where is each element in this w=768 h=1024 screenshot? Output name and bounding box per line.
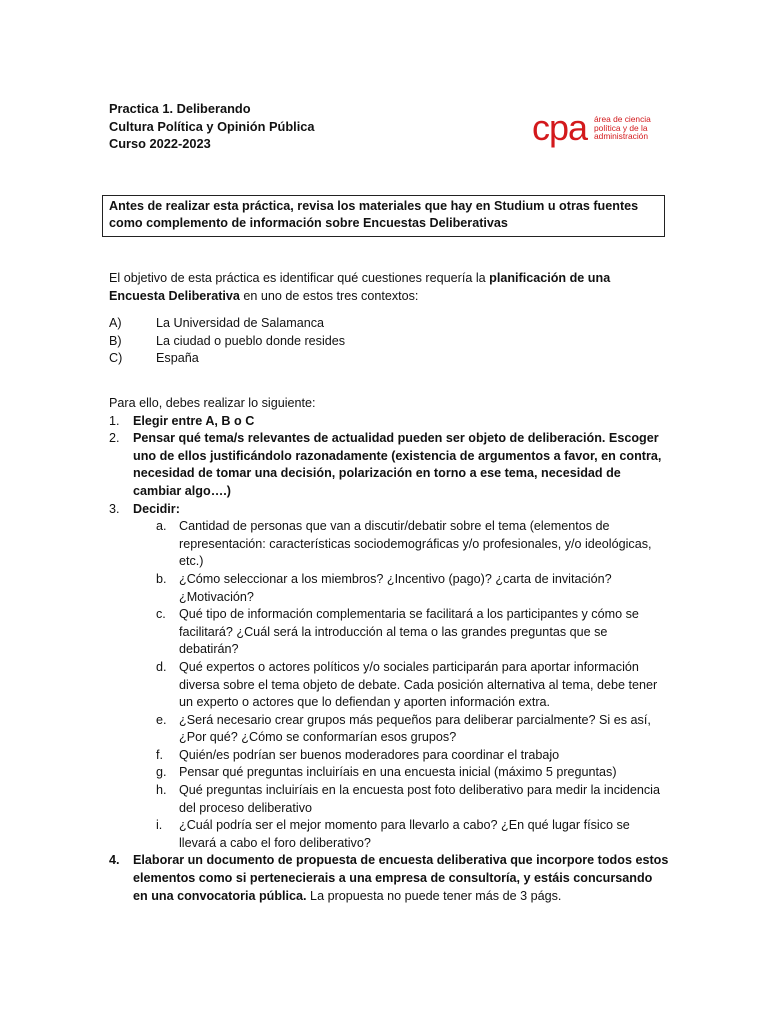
- sub-label: b.: [156, 571, 167, 586]
- sub-item: [156, 712, 669, 747]
- intro-text-end: en uno de estos tres contextos:: [239, 288, 419, 303]
- sub-text: Quién/es podrían ser buenos moderadores para coordinar el trabajo: [179, 747, 560, 762]
- logo-subtitle: [594, 115, 684, 141]
- sub-label: g.: [156, 765, 167, 780]
- sub-text: Qué preguntas incluiríais en la encuesta post foto deliberativo para medir la incidencia del proceso deliberativo: [179, 783, 660, 815]
- option-label: A): [109, 316, 122, 330]
- sub-label: h.: [156, 783, 167, 798]
- step-text-end: La propuesta no puede tener más de 3 págs.: [306, 888, 562, 903]
- steps-intro: Para ello, debes realizar lo siguiente:: [109, 396, 316, 410]
- sub-item: [156, 571, 669, 606]
- step-number: 2.: [109, 431, 120, 446]
- logo-subtitle-line: administración: [594, 131, 648, 142]
- sub-label: a.: [156, 519, 167, 534]
- sub-text: Qué tipo de información complementaria se facilitará a los participantes y cómo se facilitará? ¿Cuál será la introducción al tema o las grandes preguntas que se debatirán?: [179, 607, 639, 657]
- step-emphasis: Elaborar un documento de propuesta de encuesta deliberativa que incorpore todos estos elementos como si pertenecierais a una empresa de consultoría, y estáis concursando en una convocatoria pública.: [133, 853, 669, 903]
- option-item: [109, 315, 669, 333]
- sub-item: [156, 606, 669, 659]
- sub-label: c.: [156, 607, 166, 622]
- intro-text: El objetivo de esta práctica es identificar qué cuestiones requería la: [109, 271, 490, 285]
- step-item: [109, 413, 669, 431]
- option-text: España: [156, 351, 199, 366]
- logo-mark: cpa: [532, 107, 588, 148]
- step-number: 3.: [109, 501, 120, 516]
- sub-item: [156, 782, 669, 817]
- step-text: Decidir:: [133, 501, 180, 516]
- sub-item: [156, 518, 669, 571]
- academic-year: Curso 2022-2023: [109, 136, 211, 151]
- sub-text: ¿Será necesario crear grupos más pequeños para deliberar parcialmente? Si es así, ¿Por qué? ¿Cómo se conformarían esos grupos?: [179, 712, 651, 745]
- step-text: [133, 852, 669, 905]
- practice-title: Practica 1. Deliberando: [109, 101, 251, 116]
- option-label: C): [109, 351, 123, 366]
- sub-item: [156, 747, 669, 765]
- notice-box: Antes de realizar esta práctica, revisa los materiales que hay en Studium u otras fuentes como complemento de información sobre Encuestas Deliberativas: [102, 195, 665, 237]
- sub-item: [156, 764, 669, 782]
- sub-text: Pensar qué preguntas incluiríais en una encuesta inicial (máximo 5 preguntas): [179, 765, 617, 780]
- option-item: [109, 333, 669, 351]
- sub-item: [156, 817, 669, 852]
- sub-item: [156, 659, 669, 712]
- step-number: 4.: [109, 853, 120, 868]
- step-item: [109, 501, 669, 519]
- sub-text: Qué expertos o actores políticos y/o sociales participarán para aportar información diversa sobre el tema objeto de debate. Cada posición alternativa al tema, debe tener un experto o actores que lo defiendan y aporten información extra.: [179, 659, 658, 710]
- sub-label: f.: [156, 747, 163, 762]
- sub-label: i.: [156, 818, 163, 833]
- step-text: Pensar qué tema/s relevantes de actualidad pueden ser objeto de deliberación. Escoger uno de ellos justificándolo razonadamente (existencia de argumentos a favor, en contra, necesidad de tomar una decisión, polarización en torno a ese tema, necesidad de cambiar algo….): [133, 431, 662, 498]
- step-item: [109, 852, 669, 905]
- option-text: La Universidad de Salamanca: [156, 316, 325, 330]
- intro-paragraph: [109, 270, 669, 305]
- option-item: [109, 350, 669, 368]
- sub-label: d.: [156, 659, 167, 674]
- step-number: 1.: [109, 413, 120, 428]
- sub-text: ¿Cuál podría ser el mejor momento para llevarlo a cabo? ¿En qué lugar físico se llevará a cabo el foro deliberativo?: [179, 818, 630, 850]
- cpa-logo: [532, 107, 682, 150]
- document-header: [109, 100, 315, 153]
- option-text: La ciudad o pueblo donde resides: [156, 333, 346, 348]
- sub-text: Cantidad de personas que van a discutir/debatir sobre el tema (elementos de representación: características sociodemográficas y/o profesionales, y/o ideológicas, etc.): [179, 519, 652, 569]
- intro-emphasis: planificación de una Encuesta Deliberativa: [109, 271, 611, 303]
- step-text: Elegir entre A, B o C: [133, 413, 255, 428]
- logo-subtitle-line: política y de la: [594, 122, 648, 133]
- context-options: [109, 315, 669, 368]
- course-name: Cultura Política y Opinión Pública: [109, 118, 315, 134]
- step-item: [109, 430, 669, 500]
- sub-label: e.: [156, 712, 167, 727]
- logo-subtitle-line: área de ciencia: [594, 114, 651, 124]
- option-label: B): [109, 333, 122, 348]
- sub-text: ¿Cómo seleccionar a los miembros? ¿Incentivo (pago)? ¿carta de invitación? ¿Motivación?: [179, 571, 612, 604]
- steps-list: [109, 395, 669, 905]
